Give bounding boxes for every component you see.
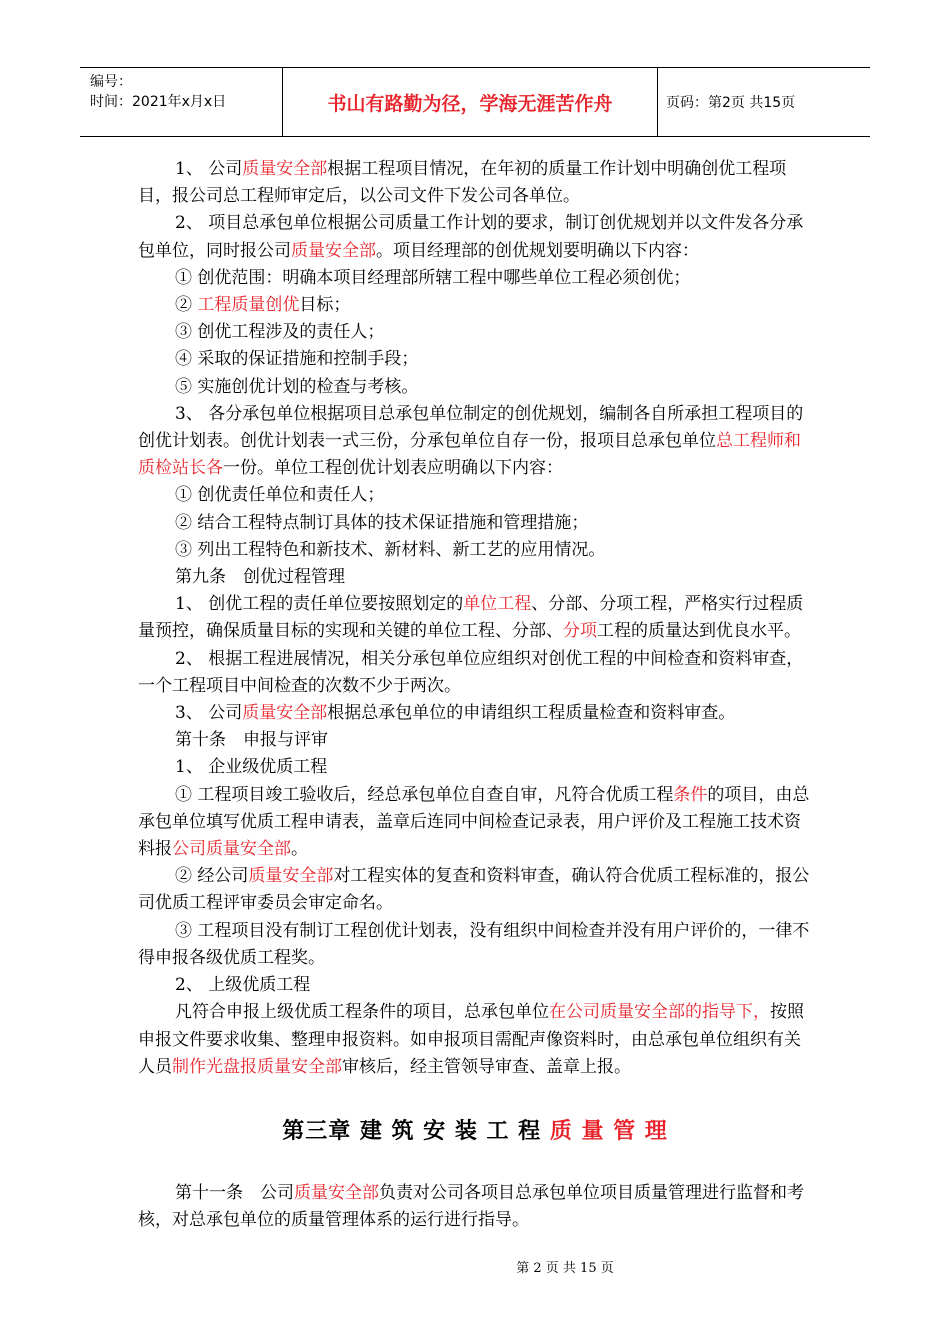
text-run: ① 创优责任单位和责任人； — [175, 485, 385, 506]
page-footer: 第 2 页 共 15 页 — [516, 1261, 614, 1276]
header-motto: 书山有路勤为径，学海无涯苦作舟 — [283, 68, 658, 136]
text-run: ③ 创优工程涉及的责任人； — [175, 322, 385, 343]
text-run: 负责对公司各项目总承包单位项目质量管理进行监督和考核，对总承包单位的质量管理体系的运行进行指导。 — [138, 1183, 804, 1231]
paragraph — [138, 646, 816, 700]
paragraph — [138, 863, 816, 917]
text-run: 根据总承包单位的申请组织工程质量检查和资料审查。 — [327, 703, 736, 724]
paragraph — [138, 782, 816, 864]
paragraph — [138, 999, 816, 1081]
text-run: 对工程实体的复查和资料审查，确认符合优质工程标准的，报公司优质工程评审委员会审定命名。 — [138, 866, 810, 914]
paragraph — [138, 265, 816, 292]
chapter-title-main: 第三章 建 筑 安 装 工 程 — [282, 1119, 550, 1144]
paragraph — [138, 346, 816, 373]
text-run: ① 创优范围：明确本项目经理部所辖工程中哪些单位工程必须创优； — [175, 267, 691, 288]
text-run: 2、 项目总承包单位根据公司质量工作计划的要求，制订创优规划并以文件发各分承包单位，同时报公司 — [138, 213, 804, 261]
text-run: 根据工程项目情况，在年初的质量工作计划中明确创优工程项目，报公司总工程师审定后，以公司文件下发公司各单位。 — [138, 159, 787, 207]
highlighted-text: 公司质量安全部 — [172, 839, 291, 860]
highlighted-text: 分项 — [563, 621, 597, 642]
page-header — [80, 67, 870, 137]
text-run: 2、 根据工程进展情况，相关分承包单位应组织对创优工程的中间检查和资料审查，一个工程项目中间检查的次数不少于两次。 — [138, 648, 804, 696]
text-run: 按照申报文件要求收集、整理申报资料。如申报项目需配声像资料时，由总承包单位组织有关人员 — [138, 1002, 804, 1077]
paragraph — [138, 537, 816, 564]
text-run: 工程的质量达到优良水平。 — [597, 621, 801, 642]
text-run: 第十一条 公司 — [175, 1183, 294, 1203]
highlighted-text: 质量安全部 — [242, 159, 328, 179]
chapter-title — [0, 1114, 950, 1145]
text-run: ② 结合工程特点制订具体的技术保证措施和管理措施； — [175, 512, 589, 533]
text-run: ② — [175, 295, 198, 316]
header-meta — [80, 68, 283, 136]
text-run: 。项目经理部的创优规划要明确以下内容： — [376, 240, 699, 261]
paragraph — [138, 319, 816, 346]
highlighted-text: 在公司质量安全部的指导下， — [549, 1002, 770, 1023]
text-run: ② 经公司 — [175, 866, 249, 887]
paragraph — [138, 510, 816, 537]
paragraph — [138, 156, 816, 210]
text-run: ④ 采取的保证措施和控制手段； — [175, 349, 419, 370]
paragraph — [138, 727, 816, 754]
paragraph — [138, 210, 816, 264]
highlighted-text: 工程质量创优 — [197, 295, 300, 316]
text-run: 1、 创优工程的责任单位要按照划定的 — [175, 594, 464, 615]
text-run: 的项目，由总承包单位填写优质工程申请表，盖章后连同中间检查记录表，用户评价及工程施工技术资料报 — [138, 784, 810, 860]
highlighted-text: 质量安全部 — [294, 1183, 379, 1203]
chapter-title-highlight: 质 量 管 理 — [549, 1119, 668, 1144]
text-run: 一份。单位工程创优计划表应明确以下内容： — [223, 458, 563, 479]
text-run: 、分部、分项工程，严格实行过程质量预控，确保质量目标的实现和关键的单位工程、分部、 — [138, 594, 804, 642]
paragraph — [138, 972, 816, 999]
highlighted-text: 单位工程 — [463, 594, 532, 615]
paragraph — [138, 700, 816, 727]
text-run: 3、 公司 — [175, 703, 243, 724]
highlighted-text: 质量安全部 — [248, 866, 334, 887]
paragraph — [138, 401, 816, 483]
highlighted-text: 条件 — [673, 784, 708, 805]
paragraph — [138, 591, 816, 645]
paragraph — [138, 564, 816, 591]
text-run: ③ 列出工程特色和新技术、新材料、新工艺的应用情况。 — [175, 539, 606, 560]
header-number-label: 编号： — [90, 74, 132, 90]
text-run: ⑤ 实施创优计划的检查与考核。 — [175, 376, 419, 397]
text-run: 第九条 创优过程管理 — [175, 567, 345, 588]
highlighted-text: 质量安全部 — [291, 240, 376, 261]
header-date-label: 时间：2021年x月x日 — [90, 94, 227, 110]
text-run: 。 — [291, 839, 308, 860]
paragraph — [138, 754, 816, 781]
paragraph — [138, 1180, 816, 1234]
highlighted-text: 制作光盘报质量安全部 — [172, 1056, 342, 1077]
text-run: 第十条 申报与评审 — [175, 730, 328, 751]
text-run: 3、 各分承包单位根据项目总承包单位制定的创优规划，编制各自所承担工程项目的创优计划表。创优计划表一式三份，分承包单位自存一份，报项目总承包单位 — [138, 403, 804, 452]
text-run: ③ 工程项目没有制订工程创优计划表，没有组织中间检查并没有用户评价的，一律不得申报各级优质工程奖。 — [138, 920, 810, 968]
body-text — [138, 156, 816, 1081]
text-run: 1、 公司 — [175, 159, 243, 179]
paragraph — [138, 374, 816, 401]
text-run: 目标； — [299, 295, 351, 316]
highlighted-text: 总工程师和质检站长各 — [138, 431, 801, 479]
highlighted-text: 质量安全部 — [242, 703, 328, 724]
body-text-2 — [138, 1180, 816, 1234]
text-run: 2、 上级优质工程 — [175, 975, 311, 996]
paragraph — [138, 918, 816, 972]
paragraph — [138, 292, 816, 319]
paragraph — [138, 482, 816, 509]
text-run: ① 工程项目竣工验收后，经总承包单位自查自审，凡符合优质工程 — [175, 784, 674, 805]
text-run: 审核后，经主管领导审查、盖章上报。 — [342, 1056, 631, 1077]
header-page-info: 页码：第2页 共15页 — [666, 95, 796, 111]
text-run: 1、 企业级优质工程 — [175, 757, 328, 778]
text-run: 凡符合申报上级优质工程条件的项目，总承包单位 — [175, 1002, 549, 1023]
